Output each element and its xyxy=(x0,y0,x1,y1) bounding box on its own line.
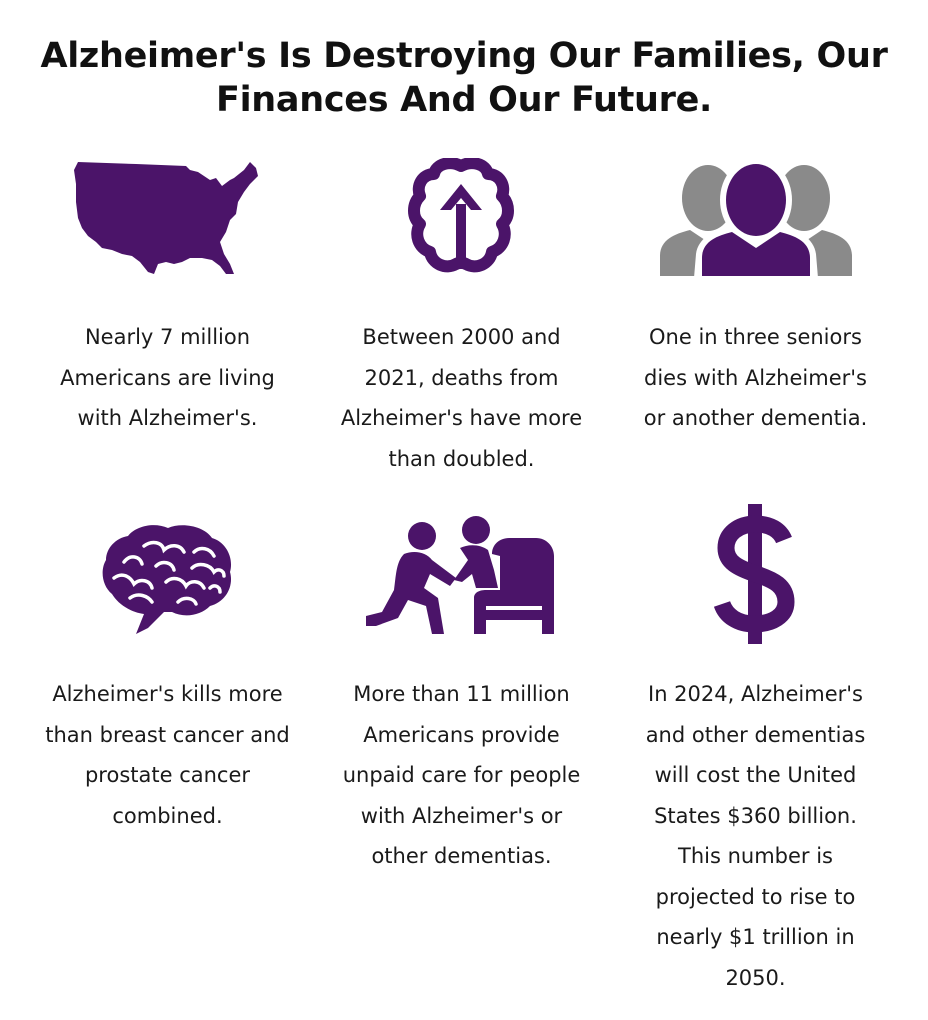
fact-5-line-5: other dementias. xyxy=(371,844,552,868)
page-title-line-1: Alzheimer's Is Destroying Our Families, Our xyxy=(40,36,888,76)
fact-6-line-6: projected to rise to xyxy=(655,884,856,909)
fact-6-line-1: In 2024, Alzheimer's xyxy=(648,682,863,706)
fact-2-line-4: than doubled. xyxy=(388,446,535,471)
fact-3-line-3: or another dementia. xyxy=(643,406,868,430)
caregiver-icon xyxy=(364,514,556,638)
fact-6-line-5: This number is xyxy=(678,844,833,868)
fact-4-line-1: Alzheimer's kills more xyxy=(52,682,283,706)
fact-6-text xyxy=(608,674,903,998)
fact-2-line-1: Between 2000 and xyxy=(362,325,561,349)
fact-6-line-3: will cost the United xyxy=(654,763,857,787)
fact-1-text xyxy=(20,317,315,439)
seniors-group-icon xyxy=(660,160,852,276)
fact-3-line-2: dies with Alzheimer's xyxy=(644,365,867,390)
fact-4-line-4: combined. xyxy=(112,803,223,828)
fact-3-line-1: One in three seniors xyxy=(649,325,862,349)
fact-5-line-4: with Alzheimer's or xyxy=(360,803,563,828)
fact-3-text xyxy=(608,317,903,439)
fact-4-line-2: than breast cancer and xyxy=(45,722,290,747)
dollar-sign-icon xyxy=(712,504,798,644)
fact-4-line-3: prostate cancer xyxy=(84,763,251,787)
fact-6-line-2: and other dementias xyxy=(645,722,866,747)
page-title xyxy=(0,34,928,122)
fact-6-line-4: States $360 billion. xyxy=(654,803,857,828)
brain-arrow-up-icon xyxy=(408,158,514,276)
fact-6-line-8: 2050. xyxy=(725,965,786,990)
page-title-line-2: Finances And Our Future. xyxy=(215,80,713,120)
fact-5-line-2: Americans provide xyxy=(363,722,560,747)
fact-5-line-1: More than 11 million xyxy=(353,682,570,706)
fact-4-text xyxy=(20,674,315,836)
fact-2-text xyxy=(314,317,609,479)
fact-2-line-3: Alzheimer's have more xyxy=(340,406,583,430)
brain-icon xyxy=(100,522,234,634)
fact-1-line-2: Americans are living xyxy=(60,365,275,390)
fact-5-line-3: unpaid care for people xyxy=(342,763,581,787)
fact-6-line-7: nearly $1 trillion in xyxy=(656,925,855,949)
fact-1-line-1: Nearly 7 million xyxy=(84,325,251,349)
fact-5-text xyxy=(314,674,609,877)
fact-2-line-2: 2021, deaths from xyxy=(364,365,559,390)
usa-map-icon xyxy=(74,158,260,276)
fact-1-line-3: with Alzheimer's. xyxy=(77,406,258,430)
